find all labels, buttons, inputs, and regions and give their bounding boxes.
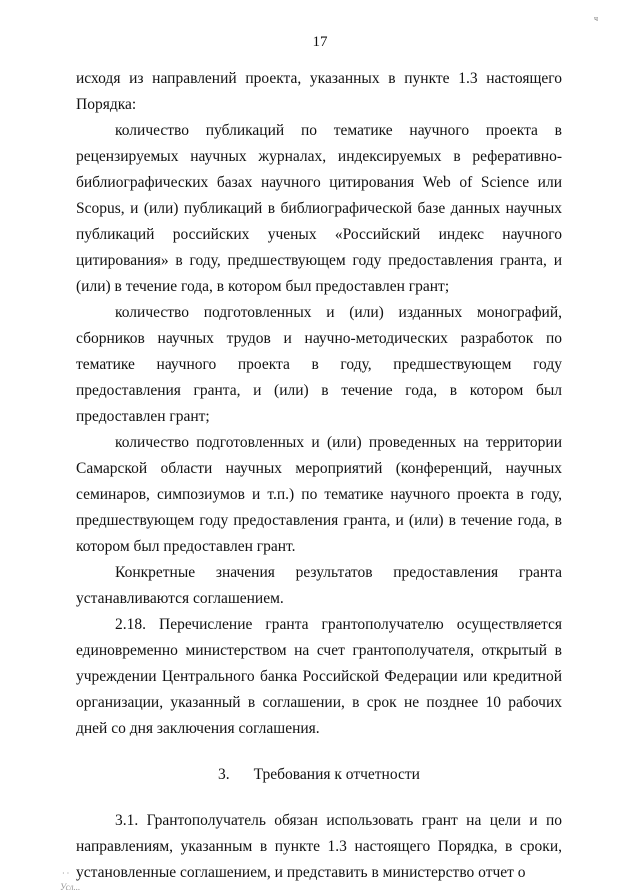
- section-title: Требования к отчетности: [253, 766, 420, 783]
- section-heading: [76, 762, 562, 788]
- scan-mark-top: ч: [593, 14, 598, 23]
- scan-mark-bottom: · ·: [62, 869, 70, 878]
- scan-stamp-fragment: Усл...: [60, 882, 81, 892]
- document-body: [76, 66, 562, 886]
- page-number: 17: [312, 34, 328, 50]
- paragraph-intro: исходя из направлений проекта, указанных в пункте 1.3 настоящего Порядка:: [76, 70, 562, 113]
- paragraph-monographs: количество подготовленных и (или) изданных монографий, сборников научных трудов и научно-методических разработок по тематике научного проекта в году, предшествующем году предоставления гранта, и (или) в течение года, в котором был предоставлен грант;: [76, 304, 562, 425]
- paragraph-publications: количество публикаций по тематике научного проекта в рецензируемых научных журналах, индексируемых в реферативно-библиографических базах научного цитирования Web of Science или Scopus, и (или) публикаций в библиографической базе данных научных публикаций российских ученых «Российский индекс научного цитирования» в году, предшествующем году предоставления гранта, и (или) в течение года, в котором был предоставлен грант;: [76, 122, 562, 295]
- paragraph-results: Конкретные значения результатов предоставления гранта устанавливаются соглашением.: [76, 564, 562, 607]
- section-number: 3.: [218, 766, 230, 783]
- paragraph-events: количество подготовленных и (или) проведенных на территории Самарской области научных мероприятий (конференций, научных семинаров, симпозиумов и т.п.) по тематике научного проекта в году, предшествующем году предоставления гранта, и (или) в течение года, в котором был предоставлен грант.: [76, 434, 562, 555]
- paragraph-3-1: 3.1. Грантополучатель обязан использовать грант на цели и по направлениям, указанным в пункте 1.3 настоящего Порядка, в сроки, установленные соглашением, и представить в министерство отчет о: [76, 812, 562, 881]
- paragraph-2-18: 2.18. Перечисление гранта грантополучателю осуществляется единовременно министерством на счет грантополучателя, открытый в учреждении Центрального банка Российской Федерации или кредитной организации, указанный в соглашении, в срок не позднее 10 рабочих дней со дня заключения соглашения.: [76, 616, 562, 737]
